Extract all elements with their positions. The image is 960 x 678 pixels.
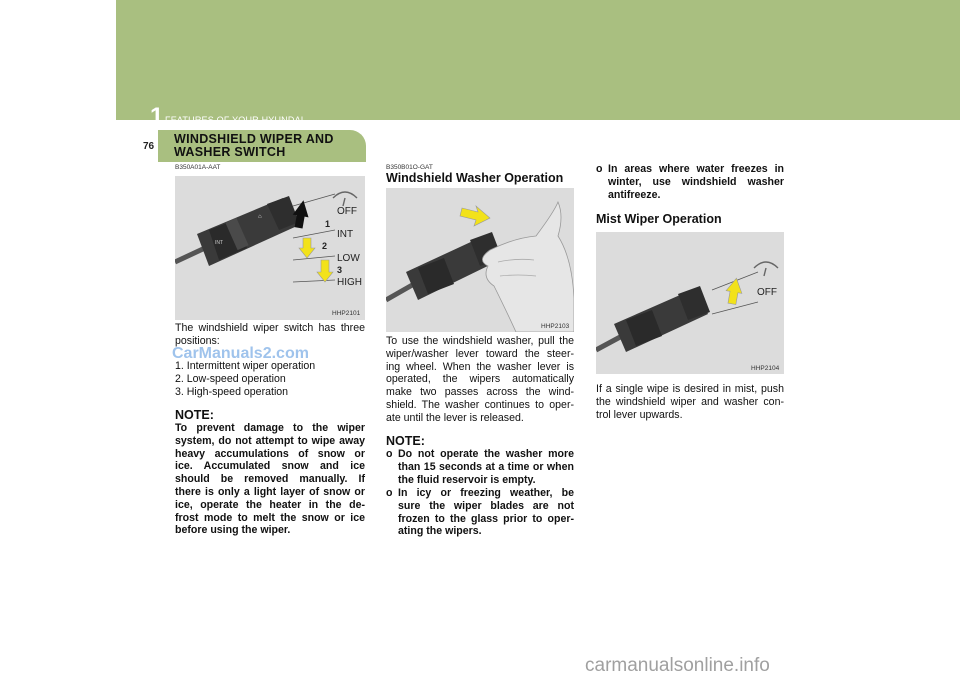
note-title: NOTE: xyxy=(175,408,214,422)
position-list xyxy=(175,360,365,398)
page-number: 76 xyxy=(143,141,155,152)
switch-label-off: OFF xyxy=(337,206,357,217)
washer-illustration xyxy=(386,188,574,332)
section-code: B350A01A-AAT xyxy=(175,164,221,171)
washer-body-text: To use the windshield washer, pull the wiper/washer lever toward the steer- ing wheel. When the washer lever is operated, the wipers automatically make two passes across the wind- shield. The washer continues to oper- ate until the lever is released. xyxy=(386,335,574,424)
svg-text:INT: INT xyxy=(215,240,224,246)
figure-label: HHP2104 xyxy=(751,365,780,372)
switch-label-int: INT xyxy=(337,229,354,240)
switch-label-1: 1 xyxy=(325,219,331,229)
subheading-mist: Mist Wiper Operation xyxy=(596,212,722,226)
figure-label: HHP2101 xyxy=(332,310,361,317)
mist-wiper-illustration xyxy=(596,232,784,374)
intro-text: The windshield wiper switch has three positions: xyxy=(175,322,365,347)
subheading-washer: Windshield Washer Operation xyxy=(386,171,564,185)
note-bullet: o In icy or freezing weather, be sure the wiper blades are not frozen to the glass prior to oper- ating the wipers. xyxy=(386,487,574,538)
chapter-title: FEATURES OF YOUR HYUNDAI xyxy=(165,115,304,125)
list-item: 3. High-speed operation xyxy=(175,385,289,398)
svg-text:⌂: ⌂ xyxy=(258,214,262,220)
mist-switch-label-off: OFF xyxy=(757,287,777,298)
switch-label-2: 2 xyxy=(322,241,328,251)
watermark: CarManuals2.com xyxy=(172,345,309,362)
figure-washer xyxy=(386,188,574,332)
switch-label-low: LOW xyxy=(337,253,360,264)
header-band xyxy=(116,0,960,120)
mist-body-text: If a single wipe is desired in mist, push the windshield wiper and washer con- trol lever upwards. xyxy=(596,383,784,421)
note-text: To prevent damage to the wiper system, do not attempt to wipe away heavy accumulations of snow or ice. Accumulated snow and ice should be removed manually. If there is only a light layer of snow or ice, operate the heater in the de- frost mode to melt the snow or ice before using the wiper. xyxy=(175,422,365,537)
antifreeze-bullet: o In areas where water freezes in winter, use windshield washer antifreeze. xyxy=(596,163,784,201)
note-title: NOTE: xyxy=(386,434,425,448)
figure-mist-wiper xyxy=(596,232,784,374)
section-code: B350B01O-GAT xyxy=(386,164,433,171)
switch-label-high: HIGH xyxy=(337,277,362,288)
wiper-switch-illustration xyxy=(175,176,365,320)
chapter-number: 1 xyxy=(150,103,164,130)
list-item: 1. Intermittent wiper operation xyxy=(175,360,316,372)
figure-wiper-switch xyxy=(175,176,365,320)
note-bullet: o Do not operate the washer more than 15 seconds at a time or when the fluid reservoir is empty. xyxy=(386,448,574,486)
footer-watermark: carmanualsonline.info xyxy=(585,655,770,676)
switch-label-3: 3 xyxy=(337,265,343,275)
figure-label: HHP2103 xyxy=(541,323,570,330)
list-item: 2. Low-speed operation xyxy=(175,372,286,385)
section-title: WINDSHIELD WIPER AND WASHER SWITCH xyxy=(174,132,334,159)
